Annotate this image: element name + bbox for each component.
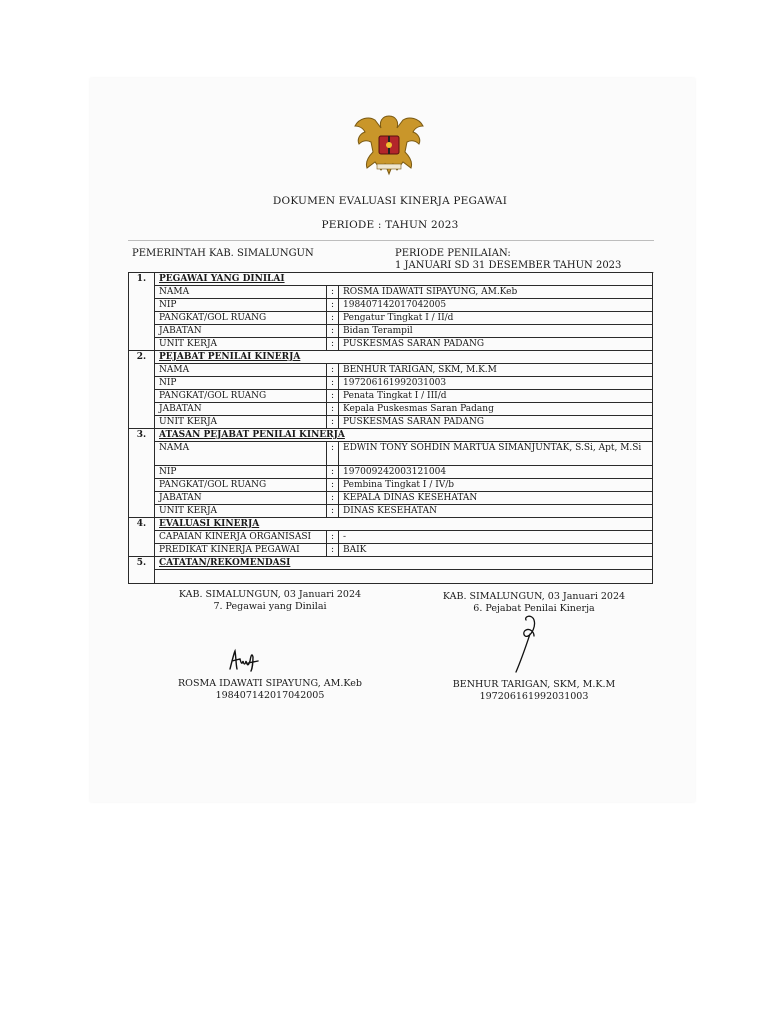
field-value: 197009242003121004 [339,466,653,479]
table-row [129,505,653,518]
section-number: 5. [129,557,155,584]
colon: : [327,531,339,544]
colon: : [327,390,339,403]
colon: : [327,286,339,299]
evaluation-table [128,272,653,584]
colon: : [327,544,339,557]
garuda-emblem-icon [351,108,427,176]
left-sign-role: 7. Pegawai yang Dinilai [213,601,327,612]
colon: : [327,364,339,377]
field-label: UNIT KERJA [155,505,327,518]
table-row [129,416,653,429]
table-row [129,364,653,377]
table-row [129,479,653,492]
section-title: CATATAN/REKOMENDASI [155,557,653,570]
field-label: NIP [155,377,327,390]
table-row [129,286,653,299]
colon: : [327,466,339,479]
section-number: 3. [129,429,155,518]
section-number: 2. [129,351,155,429]
field-label: NAMA [155,286,327,299]
field-value: ROSMA IDAWATI SIPAYUNG, AM.Keb [339,286,653,299]
table-row [129,492,653,505]
colon: : [327,325,339,338]
table-row [129,466,653,479]
left-sign-nip: 198407142017042005 [215,690,325,701]
section-title: ATASAN PEJABAT PENILAI KINERJA [155,429,653,442]
table-row [129,377,653,390]
right-sign-nip: 197206161992031003 [479,691,589,702]
field-value: BENHUR TARIGAN, SKM, M.K.M [339,364,653,377]
left-sign-date: KAB. SIMALUNGUN, 03 Januari 2024 [178,589,362,600]
field-value: 198407142017042005 [339,299,653,312]
table-row [129,403,653,416]
field-value: Kepala Puskesmas Saran Padang [339,403,653,416]
field-label: PANGKAT/GOL RUANG [155,312,327,325]
periode-penilaian-value: 1 JANUARI SD 31 DESEMBER TAHUN 2023 [395,260,622,271]
field-label: NAMA [155,364,327,377]
table-row [129,325,653,338]
section-title: PEJABAT PENILAI KINERJA [155,351,653,364]
table-row [129,544,653,557]
field-label: NIP [155,299,327,312]
pemerintah-label: PEMERINTAH KAB. SIMALUNGUN [132,248,314,259]
field-label: CAPAIAN KINERJA ORGANISASI [155,531,327,544]
right-signature-icon [508,612,544,676]
colon: : [327,312,339,325]
colon: : [327,403,339,416]
table-row [129,338,653,351]
field-label: UNIT KERJA [155,338,327,351]
field-value: Pengatur Tingkat I / II/d [339,312,653,325]
colon: : [327,377,339,390]
field-value: Bidan Terampil [339,325,653,338]
field-value: PUSKESMAS SARAN PADANG [339,338,653,351]
field-value: - [339,531,653,544]
table-row [129,442,653,466]
field-label: PANGKAT/GOL RUANG [155,390,327,403]
table-row [129,531,653,544]
colon: : [327,479,339,492]
colon: : [327,416,339,429]
section-number: 1. [129,273,155,351]
table-row [129,351,653,364]
document-periode: PERIODE : TAHUN 2023 [321,219,459,231]
left-signature-icon [226,643,266,675]
field-label: PREDIKAT KINERJA PEGAWAI [155,544,327,557]
right-sign-date: KAB. SIMALUNGUN, 03 Januari 2024 [442,591,626,602]
field-label: JABATAN [155,325,327,338]
field-label: JABATAN [155,492,327,505]
periode-penilaian-label: PERIODE PENILAIAN: [395,248,511,259]
table-row [129,570,653,584]
section-title: EVALUASI KINERJA [155,518,653,531]
colon: : [327,299,339,312]
field-value: EDWIN TONY SOHDIN MARTUA SIMANJUNTAK, S.Si, Apt, M.Si [339,442,653,466]
section-number: 4. [129,518,155,557]
field-label: JABATAN [155,403,327,416]
colon: : [327,442,339,466]
table-row [129,390,653,403]
right-sign-role: 6. Pejabat Penilai Kinerja [473,603,595,614]
divider [128,240,654,241]
field-value: PUSKESMAS SARAN PADANG [339,416,653,429]
field-value: Pembina Tingkat I / IV/b [339,479,653,492]
colon: : [327,505,339,518]
field-value: DINAS KESEHATAN [339,505,653,518]
colon: : [327,492,339,505]
right-sign-name: BENHUR TARIGAN, SKM, M.K.M [452,679,616,690]
field-value: 197206161992031003 [339,377,653,390]
field-value: KEPALA DINAS KESEHATAN [339,492,653,505]
notes-cell [155,570,653,584]
table-row [129,429,653,442]
field-value: Penata Tingkat I / III/d [339,390,653,403]
section-title: PEGAWAI YANG DINILAI [155,273,653,286]
table-row [129,312,653,325]
field-label: NIP [155,466,327,479]
colon: : [327,338,339,351]
field-label: PANGKAT/GOL RUANG [155,479,327,492]
table-row [129,518,653,531]
table-row [129,557,653,570]
table-row [129,273,653,286]
field-value: BAIK [339,544,653,557]
table-row [129,299,653,312]
document-title: DOKUMEN EVALUASI KINERJA PEGAWAI [272,195,508,207]
field-label: NAMA [155,442,327,466]
left-sign-name: ROSMA IDAWATI SIPAYUNG, AM.Keb [178,678,362,689]
field-label: UNIT KERJA [155,416,327,429]
